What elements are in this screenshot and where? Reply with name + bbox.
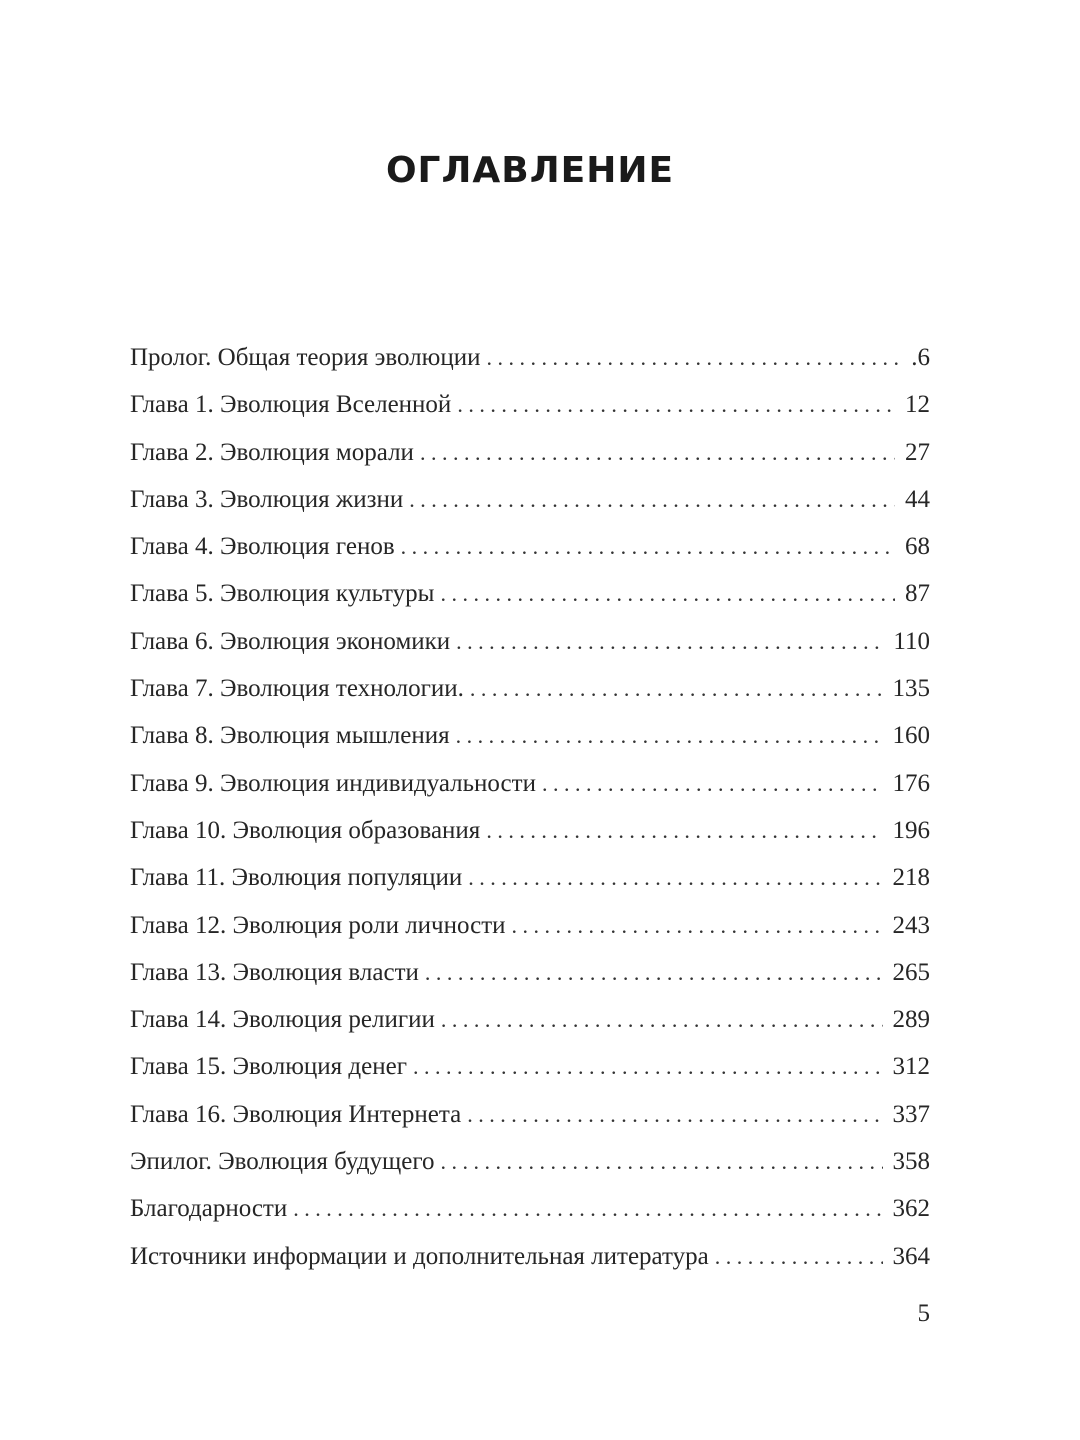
toc-entry-chapter-14 [130,1006,930,1053]
toc-entry-page-number: 358 [892,1148,930,1176]
toc-entry-label: Глава 3. Эволюция жизни [130,485,404,513]
toc-entry-page-number: 44 [905,485,930,513]
toc-entry-label: Глава 16. Эволюция Интернета [130,1100,462,1128]
toc-entry-label: Глава 11. Эволюция популяции [130,864,463,892]
dot-leader [440,581,895,607]
toc-entry-label: Глава 13. Эволюция власти [130,958,419,986]
toc-entry-page-number: 27 [905,438,930,466]
table-of-contents [130,344,930,1290]
toc-entry-page-number: 68 [905,533,930,561]
toc-entry-chapter-4 [130,533,930,580]
toc-entry-page-number: 362 [892,1195,930,1223]
toc-entry-label: Источники информации и дополнительная литература [130,1242,709,1270]
dot-leader [409,487,895,513]
dot-leader [457,392,895,418]
toc-entry-page-number: 12 [905,391,930,419]
toc-entry-chapter-9 [130,770,930,817]
toc-entry-page-number: 135 [892,675,930,703]
toc-entry-label: Эпилог. Эволюция будущего [130,1148,435,1176]
toc-entry-page-number: 196 [892,816,930,844]
toc-entry-chapter-12 [130,912,930,959]
toc-entry-label: Глава 12. Эволюция роли личности [130,911,506,939]
toc-entry-page-number: 176 [892,769,930,797]
dot-leader [468,865,882,891]
toc-entry-sources [130,1243,930,1290]
toc-entry-page-number: 312 [892,1053,930,1081]
dot-leader [420,440,895,466]
toc-entry-label: Глава 7. Эволюция технологии. [130,675,464,703]
toc-entry-chapter-6 [130,628,930,675]
dot-leader [715,1244,883,1270]
toc-entry-label: Глава 2. Эволюция морали [130,438,414,466]
toc-entry-chapter-10 [130,817,930,864]
dot-leader [425,960,883,986]
toc-entry-label: Глава 9. Эволюция индивидуальности [130,769,536,797]
toc-entry-prologue [130,344,930,391]
dot-leader [470,676,883,702]
dot-leader [467,1102,882,1128]
toc-entry-label: Глава 4. Эволюция генов [130,533,395,561]
toc-entry-label: Пролог. Общая теория эволюции [130,344,481,371]
toc-entry-label: Глава 5. Эволюция культуры [130,580,435,608]
dot-leader [456,723,883,749]
toc-entry-label: Благодарности [130,1195,288,1223]
toc-entry-page-number: 289 [892,1006,930,1034]
dot-leader [441,1007,883,1033]
toc-entry-chapter-15 [130,1053,930,1100]
toc-entry-page-number: 160 [892,722,930,750]
page-title: ОГЛАВЛЕНИЕ [385,150,675,191]
dot-leader [456,629,883,655]
toc-entry-page-number: 265 [892,958,930,986]
toc-entry-chapter-3 [130,486,930,533]
toc-entry-acknowledgements [130,1195,930,1242]
dot-leader [486,818,882,844]
dot-leader [441,1149,883,1175]
dot-leader [486,345,901,371]
toc-entry-chapter-16 [130,1101,930,1148]
toc-entry-chapter-5 [130,580,930,627]
dot-leader [542,771,883,797]
toc-entry-label: Глава 10. Эволюция образования [130,816,481,844]
dot-leader [413,1054,883,1080]
toc-entry-chapter-13 [130,959,930,1006]
toc-entry-label: Глава 6. Эволюция экономики [130,627,451,655]
toc-entry-label: Глава 1. Эволюция Вселенной [130,391,452,419]
toc-entry-page-number: 337 [892,1100,930,1128]
toc-entry-page-number: 110 [893,627,930,655]
toc-entry-label: Глава 15. Эволюция денег [130,1053,407,1081]
toc-entry-epilogue [130,1148,930,1195]
toc-entry-page-number: 243 [892,911,930,939]
toc-entry-chapter-7 [130,675,930,722]
toc-entry-label: Глава 14. Эволюция религии [130,1006,435,1034]
toc-entry-chapter-8 [130,722,930,769]
toc-entry-chapter-1 [130,391,930,438]
toc-entry-page-number: 218 [892,864,930,892]
toc-entry-page-number: .6 [911,344,930,371]
dot-leader [401,534,895,560]
toc-entry-chapter-11 [130,864,930,911]
dot-leader [293,1196,882,1222]
page-number: 5 [917,1300,930,1327]
toc-entry-chapter-2 [130,439,930,486]
dot-leader [512,913,883,939]
toc-entry-page-number: 87 [905,580,930,608]
toc-entry-page-number: 364 [892,1242,930,1270]
toc-entry-label: Глава 8. Эволюция мышления [130,722,450,750]
